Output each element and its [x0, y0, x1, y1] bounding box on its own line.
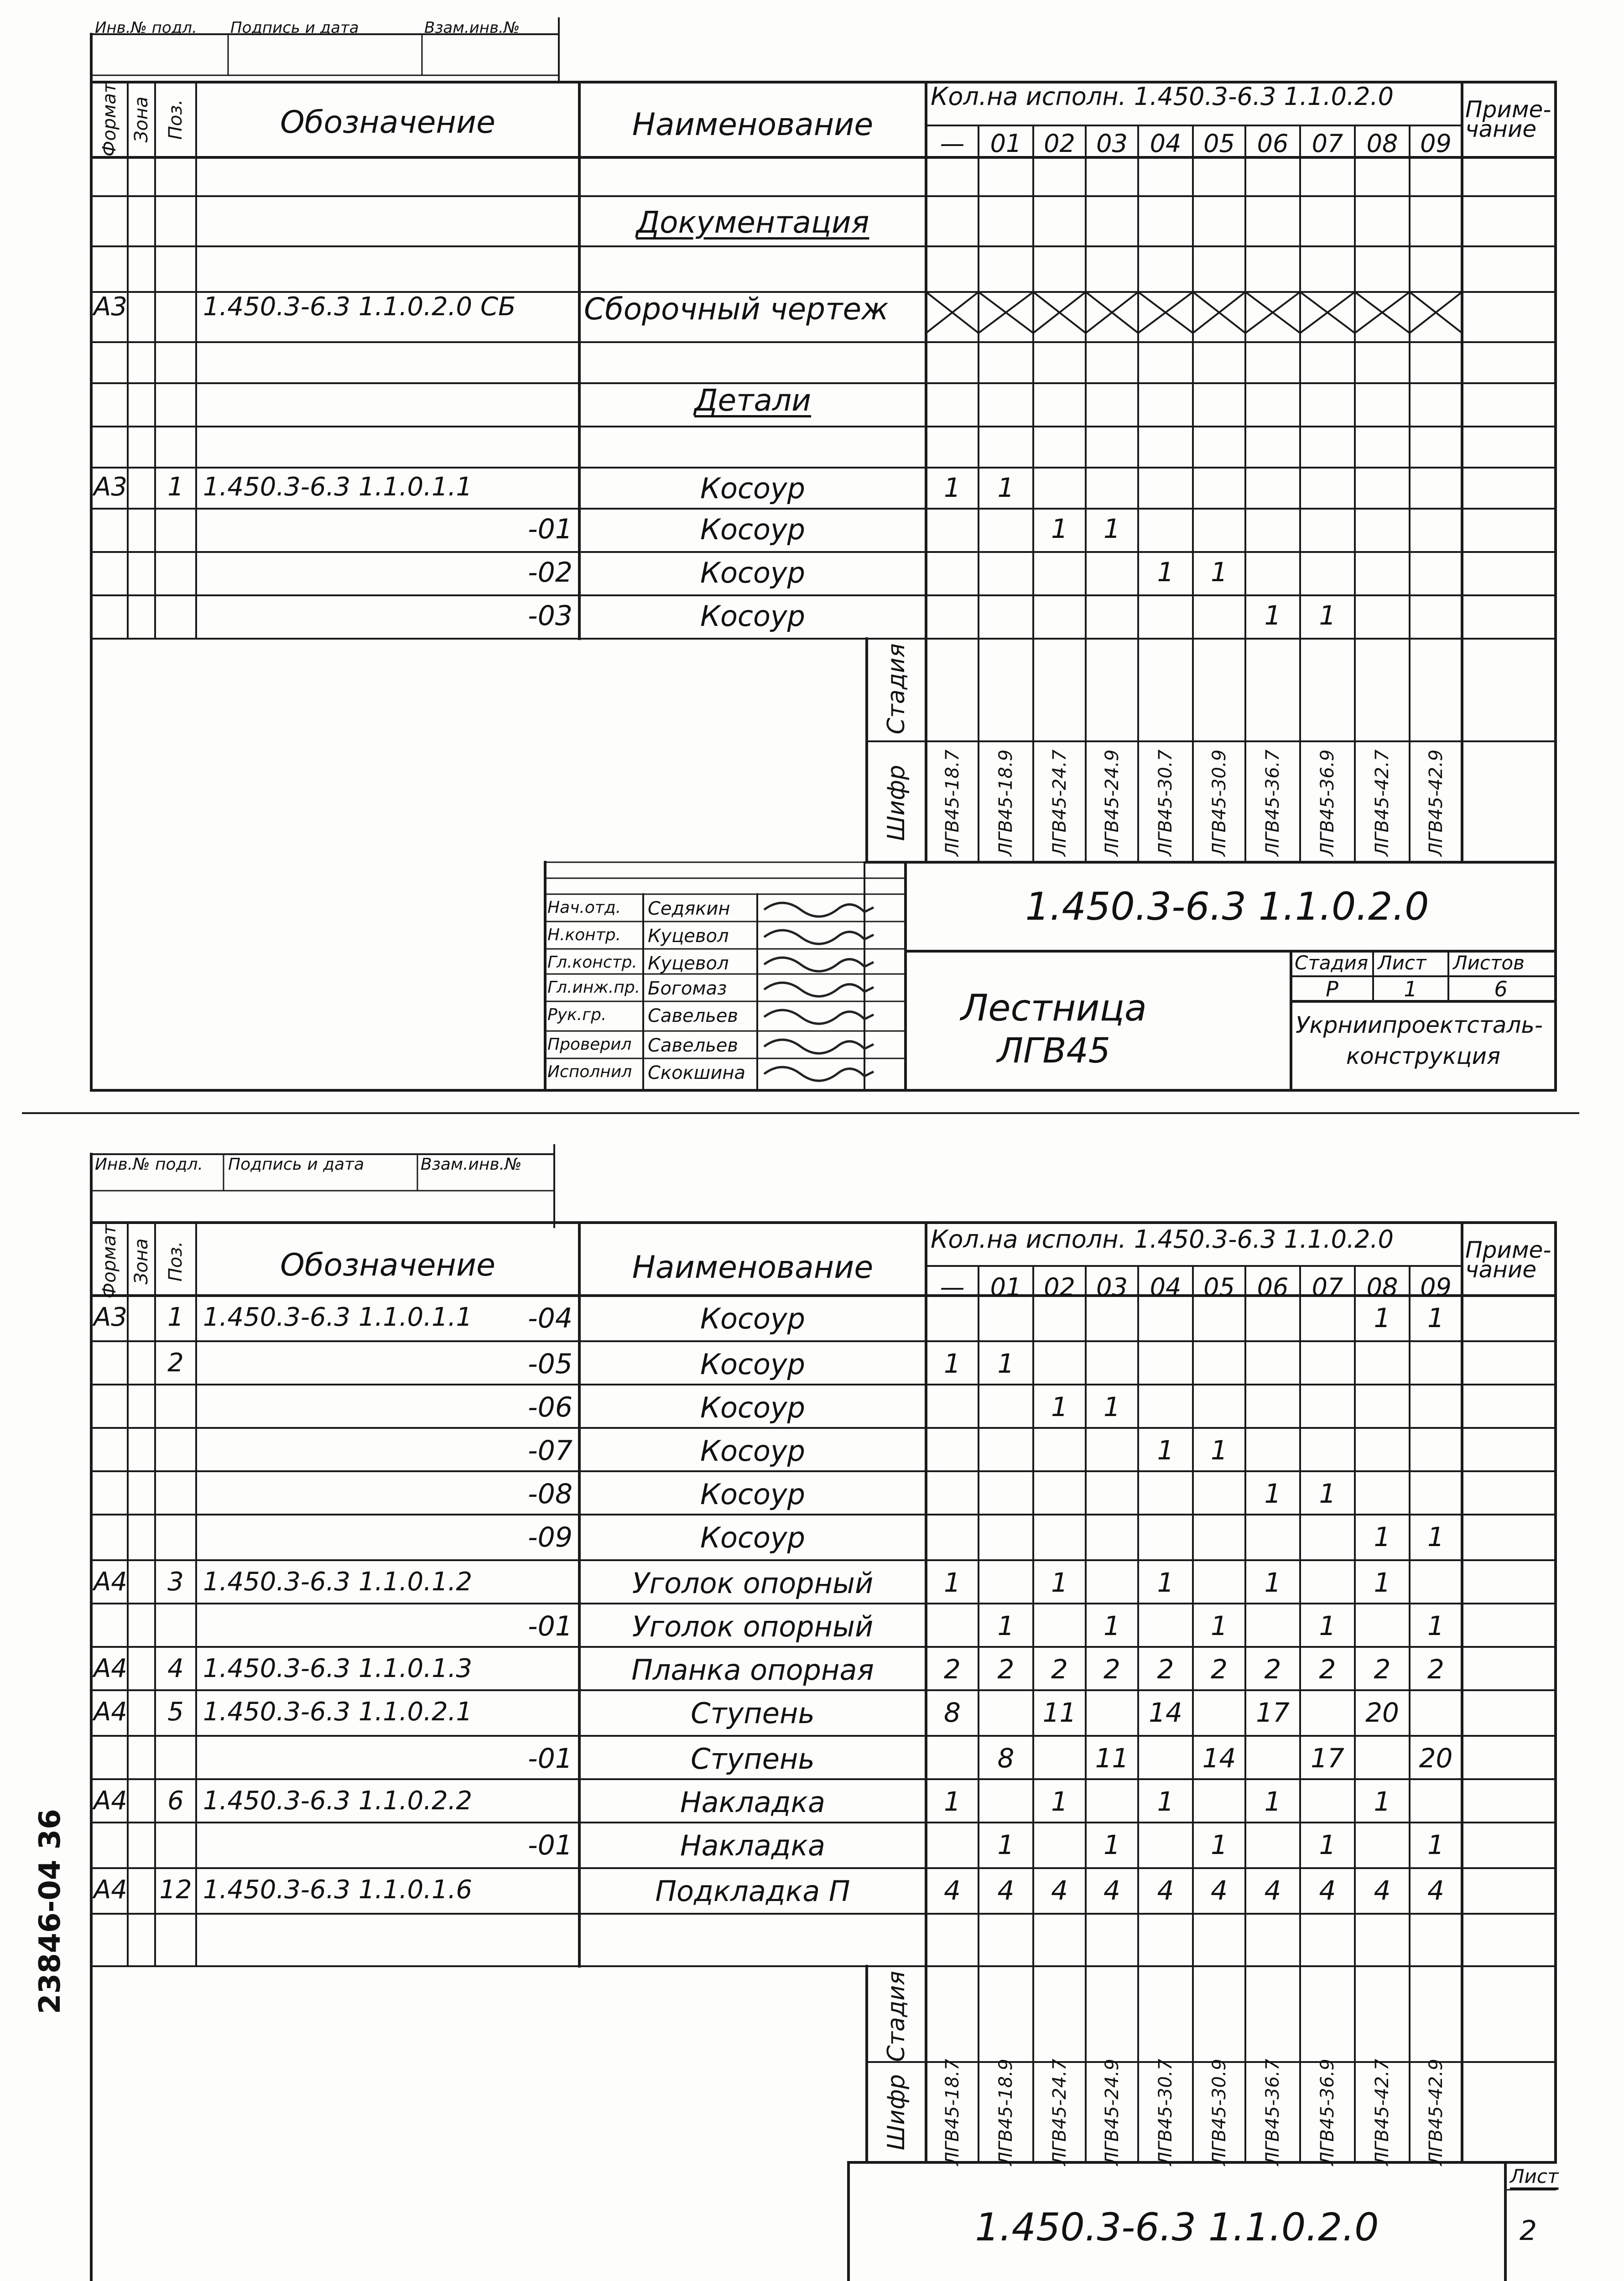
qty-cell: 1: [1427, 1521, 1444, 1552]
exec-header-7: 07: [1312, 129, 1343, 158]
qty-cell: 1: [1264, 1786, 1281, 1817]
exec-header2-3: 03: [1096, 1273, 1128, 1302]
name-header: Наименование: [632, 107, 874, 143]
qty-cell: 1: [1264, 1567, 1281, 1598]
list-value: 1: [1404, 977, 1417, 1001]
name-cell: Косоур: [700, 1521, 806, 1554]
qty-cell: 1: [944, 1348, 961, 1379]
exec-header2-7: 07: [1312, 1273, 1343, 1302]
designation-suffix: -08: [528, 1478, 573, 1510]
code-5: ЛГВ45-30.9: [1208, 749, 1230, 857]
drawing-title: Лестница: [961, 987, 1147, 1029]
quantity-header-2: Кол.на исполн. 1.450.3-6.3 1.1.0.2.0: [931, 1225, 1394, 1254]
staff-name: Седякин: [648, 898, 730, 919]
listov-label: Листов: [1453, 952, 1525, 974]
note-header-2b: чание: [1465, 1256, 1537, 1283]
designation-suffix: -01: [528, 1610, 573, 1642]
signature-mark: [764, 930, 874, 944]
name-cell: Косоур: [700, 1478, 806, 1511]
qty-cell: 2: [1427, 1654, 1444, 1685]
staff-role: Проверил: [547, 1035, 632, 1054]
format-cell: А4: [94, 1786, 127, 1816]
quantity-header: Кол.на исполн. 1.450.3-6.3 1.1.0.2.0: [931, 82, 1394, 111]
qty-cell: 1: [1103, 513, 1120, 544]
qty-cell: 1: [1157, 557, 1174, 588]
exec-header-2: 02: [1044, 129, 1075, 158]
qty-cell: 8: [997, 1743, 1015, 1774]
qty-cell: 17: [1311, 1743, 1344, 1774]
qty-cell: 1: [1319, 1610, 1336, 1641]
qty-cell: 17: [1256, 1697, 1290, 1728]
staff-role: Рук.гр.: [547, 1005, 607, 1024]
staff-name: Савельев: [648, 1005, 738, 1026]
qty-cell: 8: [944, 1697, 961, 1728]
exec-header-1: 01: [990, 129, 1022, 158]
name-cell: Косоур: [700, 1434, 806, 1468]
name-cell: Накладка: [680, 1829, 825, 1862]
qty-cell: 2: [1051, 1654, 1068, 1685]
podpis-label: Подпись и дата: [230, 19, 359, 37]
name-cell: Накладка: [680, 1786, 825, 1819]
note-header-2a: Приме-: [1465, 1237, 1551, 1263]
qty-cell: 1: [1103, 1829, 1120, 1860]
qty-cell: 2: [944, 1654, 961, 1685]
exec-header2-5: 05: [1203, 1273, 1235, 1302]
format-header-2: Формат: [99, 1224, 120, 1299]
qty-cell: 1: [997, 1610, 1015, 1641]
exec-header-6: 06: [1257, 129, 1289, 158]
qty-cell: 4: [1374, 1875, 1391, 1906]
staff-name: Богомаз: [648, 978, 727, 999]
qty-cell: 11: [1042, 1697, 1077, 1728]
qty-cell: 1: [1427, 1610, 1444, 1641]
vzam-label: Взам.инв.№: [424, 19, 520, 37]
name-header-2: Наименование: [632, 1250, 874, 1286]
staff-name: Скокшина: [648, 1062, 745, 1083]
stadia-vertical-label-2: Стадия: [883, 1971, 910, 2062]
poz-header-2: Поз.: [165, 1241, 186, 1282]
qty-cell: 2: [1157, 1654, 1174, 1685]
code-1: ЛГВ45-18.9: [995, 749, 1016, 857]
shifr-vertical-label: Шифр: [883, 765, 910, 841]
exec-header2-1: 01: [990, 1273, 1022, 1302]
designation-suffix: -04: [528, 1302, 573, 1334]
code-7: ЛГВ45-36.9: [1317, 749, 1338, 857]
note-header-1: Приме-: [1465, 96, 1551, 123]
format-cell: А4: [94, 1567, 127, 1597]
qty-cell: 1: [1319, 1478, 1336, 1509]
qty-cell: 11: [1095, 1743, 1129, 1774]
qty-cell: 1: [997, 472, 1015, 503]
signature-mark: [764, 1010, 874, 1024]
section-title: Документация: [636, 205, 869, 240]
format-cell: А3: [94, 472, 127, 502]
qty-cell: 14: [1202, 1743, 1236, 1774]
name-cell: Косоур: [700, 556, 806, 589]
qty-cell: 4: [1051, 1875, 1068, 1906]
qty-cell: 1: [1264, 1478, 1281, 1509]
code-6: ЛГВ45-36.7: [1262, 749, 1283, 857]
position-cell: 1: [167, 472, 184, 502]
listov-value: 6: [1494, 977, 1508, 1001]
staff-role: Исполнил: [547, 1062, 632, 1081]
name-cell: Косоур: [700, 513, 806, 546]
qty-cell: 1: [1051, 1391, 1068, 1422]
code2-8: ЛГВ45-42.7: [1372, 2058, 1393, 2166]
code-8: ЛГВ45-42.7: [1372, 749, 1393, 857]
exec-header-9: 09: [1420, 129, 1452, 158]
staff-role: Гл.инж.пр.: [547, 978, 640, 997]
archive-number: 23846-04 36: [33, 1809, 67, 2014]
format-header: Формат: [99, 82, 120, 157]
qty-cell: 20: [1419, 1743, 1453, 1774]
name-cell: Планка опорная: [631, 1653, 874, 1687]
qty-cell: 1: [1211, 1829, 1228, 1860]
qty-cell: 1: [944, 472, 961, 503]
position-cell: 6: [167, 1786, 184, 1816]
designation-cell: 1.450.3-6.3 1.1.0.1.1: [203, 472, 473, 502]
staff-role: Н.контр.: [547, 926, 621, 944]
exec-header-3: 03: [1096, 129, 1128, 158]
qty-cell: 1: [1374, 1302, 1391, 1333]
designation-cell: 1.450.3-6.3 1.1.0.2.1: [203, 1697, 473, 1727]
code2-3: ЛГВ45-24.9: [1101, 2058, 1123, 2166]
signature-mark: [764, 958, 874, 971]
qty-cell: 4: [1211, 1875, 1228, 1906]
code-3: ЛГВ45-24.9: [1101, 749, 1123, 857]
designation-suffix: -05: [528, 1348, 573, 1380]
qty-cell: 1: [944, 1567, 961, 1598]
code2-9: ЛГВ45-42.9: [1425, 2058, 1447, 2166]
designation-suffix: -09: [528, 1521, 573, 1553]
poz-header: Поз.: [165, 99, 186, 140]
staff-name: Савельев: [648, 1035, 738, 1056]
designation-cell: -02: [528, 557, 573, 588]
qty-cell: 4: [1264, 1875, 1281, 1906]
qty-cell: 1: [944, 1786, 961, 1817]
document-code-2: 1.450.3-6.3 1.1.0.2.0: [975, 2205, 1379, 2250]
staff-role: Гл.констр.: [547, 953, 637, 972]
qty-cell: 1: [1103, 1391, 1120, 1422]
code2-5: ЛГВ45-30.9: [1208, 2058, 1230, 2166]
designation-cell: -01: [528, 513, 573, 545]
qty-cell: 2: [1264, 1654, 1281, 1685]
qty-cell: 1: [1051, 1786, 1068, 1817]
note-header-2: чание: [1465, 116, 1537, 142]
designation-cell: 1.450.3-6.3 1.1.0.2.0 СБ: [203, 292, 516, 322]
designation-cell: 1.450.3-6.3 1.1.0.2.2: [203, 1786, 473, 1816]
name-cell: Подкладка П: [655, 1875, 850, 1908]
designation-suffix: -06: [528, 1391, 573, 1423]
list-value-2: 2: [1519, 2215, 1537, 2247]
qty-cell: 1: [1427, 1829, 1444, 1860]
position-cell: 4: [167, 1654, 184, 1683]
qty-cell: 1: [1157, 1786, 1174, 1817]
qty-cell: 1: [1211, 557, 1228, 588]
qty-cell: 1: [1427, 1302, 1444, 1333]
qty-cell: 2: [1211, 1654, 1228, 1685]
designation-cell: -03: [528, 600, 573, 632]
name-cell: Косоур: [700, 1348, 806, 1381]
name-cell: Уголок опорный: [632, 1567, 874, 1600]
exec-header2-0: —: [940, 1273, 965, 1302]
name-cell: Ступень: [691, 1697, 815, 1730]
qty-cell: 14: [1149, 1697, 1182, 1728]
zona-header-2: Зона: [131, 1238, 152, 1285]
qty-cell: 1: [1374, 1786, 1391, 1817]
organization-1: Укрниипроектсталь-: [1296, 1012, 1543, 1038]
qty-cell: 4: [1103, 1875, 1120, 1906]
position-cell: 2: [167, 1348, 184, 1378]
qty-cell: 1: [1264, 600, 1281, 631]
designation-suffix: -01: [528, 1743, 573, 1775]
designation-suffix: -07: [528, 1435, 573, 1467]
designation-cell: 1.450.3-6.3 1.1.0.1.1: [203, 1302, 473, 1332]
qty-cell: 2: [1103, 1654, 1120, 1685]
designation-header-2: Обозначение: [280, 1247, 495, 1283]
shifr-vertical-label-2: Шифр: [883, 2074, 910, 2151]
qty-cell: 4: [1319, 1875, 1336, 1906]
exec-header2-9: 09: [1420, 1273, 1452, 1302]
position-cell: 1: [167, 1302, 184, 1332]
stadia-value: Р: [1326, 977, 1338, 1001]
exec-header2-2: 02: [1044, 1273, 1075, 1302]
drawing-title-2: ЛГВ45: [997, 1030, 1111, 1071]
format-cell: А4: [94, 1654, 127, 1683]
code-4: ЛГВ45-30.7: [1155, 749, 1176, 857]
exec-header2-8: 08: [1366, 1273, 1398, 1302]
vzam-label-2: Взам.инв.№: [421, 1155, 522, 1174]
qty-cell: 1: [1211, 1610, 1228, 1641]
position-cell: 5: [167, 1697, 184, 1727]
qty-cell: 1: [1051, 1567, 1068, 1598]
code2-1: ЛГВ45-18.9: [995, 2058, 1016, 2166]
format-cell: А3: [94, 1302, 127, 1332]
qty-cell: 2: [997, 1654, 1015, 1685]
staff-role: Нач.отд.: [547, 898, 621, 917]
code-0: ЛГВ45-18.7: [942, 749, 963, 857]
qty-cell: 4: [1427, 1875, 1444, 1906]
position-cell: 3: [167, 1567, 184, 1597]
code2-2: ЛГВ45-24.7: [1049, 2058, 1070, 2166]
name-cell: Косоур: [700, 599, 806, 633]
qty-cell: 1: [1157, 1567, 1174, 1598]
staff-name: Куцевол: [648, 953, 729, 974]
list-label: Лист: [1378, 952, 1426, 974]
stadia-vertical-label: Стадия: [883, 643, 910, 734]
qty-cell: 2: [1374, 1654, 1391, 1685]
qty-cell: 4: [944, 1875, 961, 1906]
code-9: ЛГВ45-42.9: [1425, 749, 1447, 857]
exec-header-4: 04: [1150, 129, 1182, 158]
code-2: ЛГВ45-24.7: [1049, 749, 1070, 857]
qty-cell: 20: [1365, 1697, 1399, 1728]
code2-4: ЛГВ45-30.7: [1155, 2058, 1176, 2166]
designation-cell: 1.450.3-6.3 1.1.0.1.2: [203, 1567, 473, 1597]
qty-cell: 1: [1103, 1610, 1120, 1641]
qty-cell: 1: [1157, 1435, 1174, 1466]
exec-header-0: —: [940, 129, 965, 158]
section-title: Детали: [694, 383, 812, 418]
qty-cell: 1: [1374, 1521, 1391, 1552]
staff-name: Куцевол: [648, 926, 729, 947]
exec-header2-4: 04: [1150, 1273, 1182, 1302]
exec-header2-6: 06: [1257, 1273, 1289, 1302]
signature-mark: [764, 1067, 874, 1081]
designation-cell: 1.450.3-6.3 1.1.0.1.3: [203, 1654, 473, 1683]
exec-header-5: 05: [1203, 129, 1235, 158]
name-cell: Косоур: [700, 1391, 806, 1424]
organization-2: конструкция: [1346, 1043, 1501, 1069]
name-cell: Уголок опорный: [632, 1610, 874, 1643]
signature-mark: [764, 903, 874, 917]
list-label-2: Лист: [1510, 2165, 1559, 2187]
qty-cell: 1: [1211, 1435, 1228, 1466]
name-cell: Ступень: [691, 1742, 815, 1776]
format-cell: А4: [94, 1697, 127, 1727]
format-cell: А3: [94, 292, 127, 322]
qty-cell: 2: [1319, 1654, 1336, 1685]
exec-header-8: 08: [1366, 129, 1398, 158]
code2-7: ЛГВ45-36.9: [1317, 2058, 1338, 2166]
qty-cell: 4: [997, 1875, 1015, 1906]
signature-mark: [764, 983, 874, 996]
designation-header: Обозначение: [280, 104, 495, 141]
qty-cell: 1: [1051, 513, 1068, 544]
designation-suffix: -01: [528, 1829, 573, 1861]
inv-podl-label: Инв.№ подл.: [95, 19, 197, 37]
position-cell: 12: [159, 1875, 192, 1905]
qty-cell: 1: [1374, 1567, 1391, 1598]
zona-header: Зона: [131, 96, 152, 143]
code2-0: ЛГВ45-18.7: [942, 2058, 963, 2166]
name-cell: Косоур: [700, 472, 806, 505]
code2-6: ЛГВ45-36.7: [1262, 2058, 1283, 2166]
stadia-label: Стадия: [1295, 952, 1369, 974]
signature-mark: [764, 1040, 874, 1053]
name-cell: Сборочный чертеж: [584, 292, 889, 327]
name-cell: Косоур: [700, 1302, 806, 1335]
format-cell: А4: [94, 1875, 127, 1905]
qty-cell: 1: [997, 1829, 1015, 1860]
qty-cell: 1: [1319, 1829, 1336, 1860]
podpis-label-2: Подпись и дата: [228, 1155, 364, 1174]
document-code: 1.450.3-6.3 1.1.0.2.0: [1025, 884, 1429, 929]
inv-podl-label-2: Инв.№ подл.: [95, 1155, 203, 1174]
designation-cell: 1.450.3-6.3 1.1.0.1.6: [203, 1875, 473, 1905]
qty-cell: 4: [1157, 1875, 1174, 1906]
qty-cell: 1: [1319, 600, 1336, 631]
qty-cell: 1: [997, 1348, 1015, 1379]
